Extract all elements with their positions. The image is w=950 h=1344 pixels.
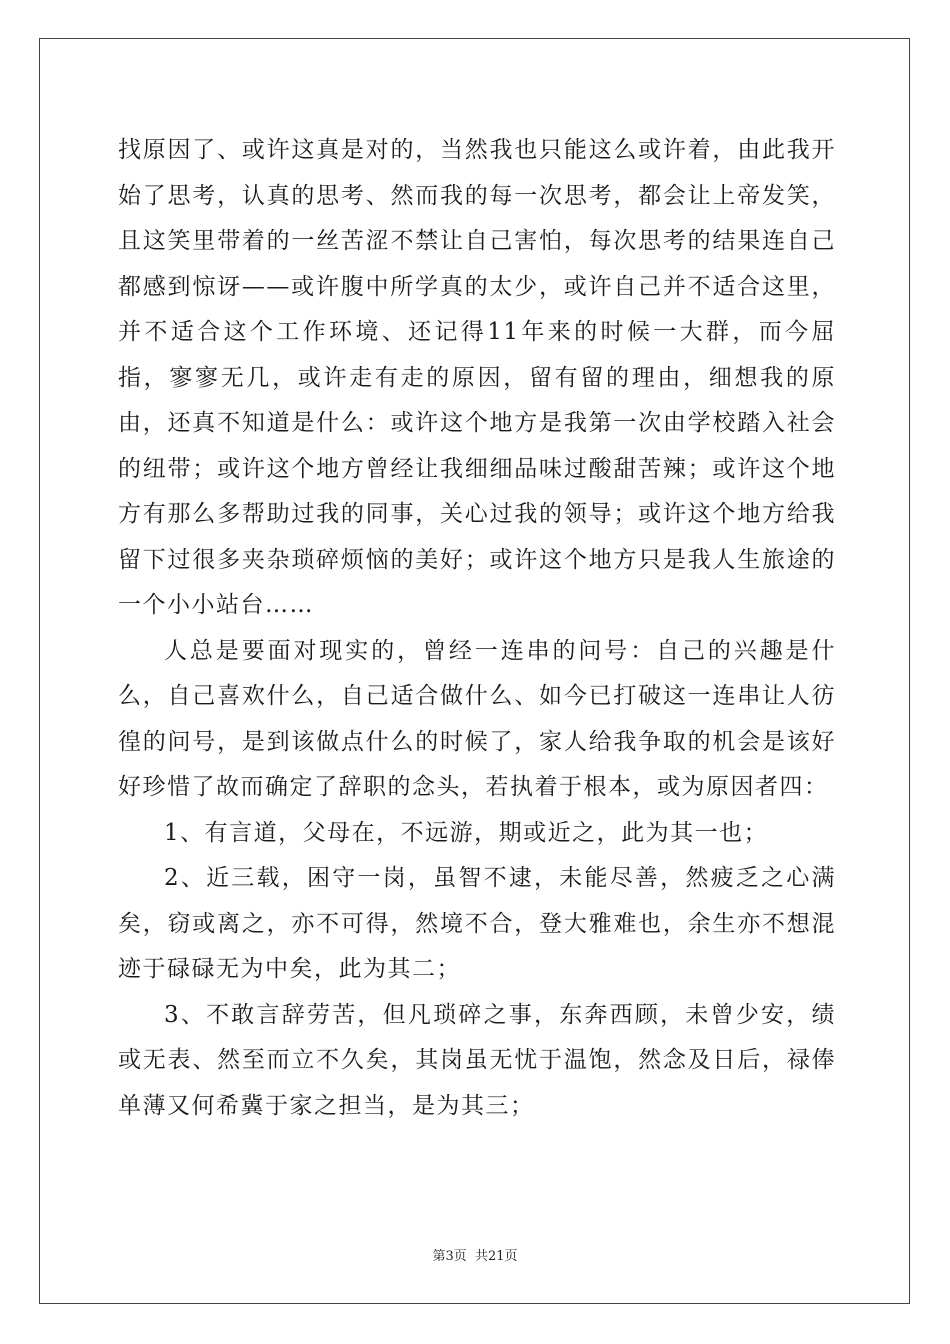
paragraph-2: 人总是要面对现实的，曾经一连串的问号：自己的兴趣是什么，自己喜欢什么，自己适合做什么、如今已打破这一连串让人彷徨的问号，是到该做点什么的时候了，家人给我争取的机会是该好好珍惜了故而确定了辞职的念头，若执着于根本，或为原因者四： — [118, 637, 836, 800]
paragraph-1: 找原因了、或许这真是对的，当然我也只能这么或许着，由此我开始了思考，认真的思考、然而我的每一次思考，都会让上帝发笑，且这笑里带着的一丝苦涩不禁让自己害怕，每次思考的结果连自己都感到惊讶——或许腹中所学真的太少，或许自己并不适合这里，并不适合这个工作环境、还记得11年来的时候一大群，而今屈指，寥寥无几，或许走有走的原因，留有留的理由，细想我的原由，还真不知道是什么：或许这个地方是我第一次由学校踏入社会的纽带；或许这个地方曾经让我细细品味过酸甜苦辣；或许这个地方有那么多帮助过我的同事，关心过我的领导；或许这个地方给我留下过很多夹杂琐碎烦恼的美好；或许这个地方只是我人生旅途的一个小小站台…… — [118, 137, 836, 618]
paragraph-4: 2、近三载，困守一岗，虽智不逮，未能尽善，然疲乏之心满矣，窃或离之，亦不可得，然境不合，登大雅难也，余生亦不想混迹于碌碌无为中矣，此为其二； — [118, 865, 836, 982]
document-body — [118, 128, 836, 1129]
paragraph-3: 1、有言道，父母在，不远游，期或近之，此为其一也； — [164, 819, 769, 846]
page-number-footer: 第3页 共21页 — [432, 1249, 518, 1264]
paragraph-5: 3、不敢言辞劳苦，但凡琐碎之事，东奔西顾，未曾少安，绩或无表、然至而立不久矣，其岗虽无忧于温饱，然念及日后，禄俸单薄又何希冀于家之担当，是为其三； — [118, 1001, 836, 1119]
